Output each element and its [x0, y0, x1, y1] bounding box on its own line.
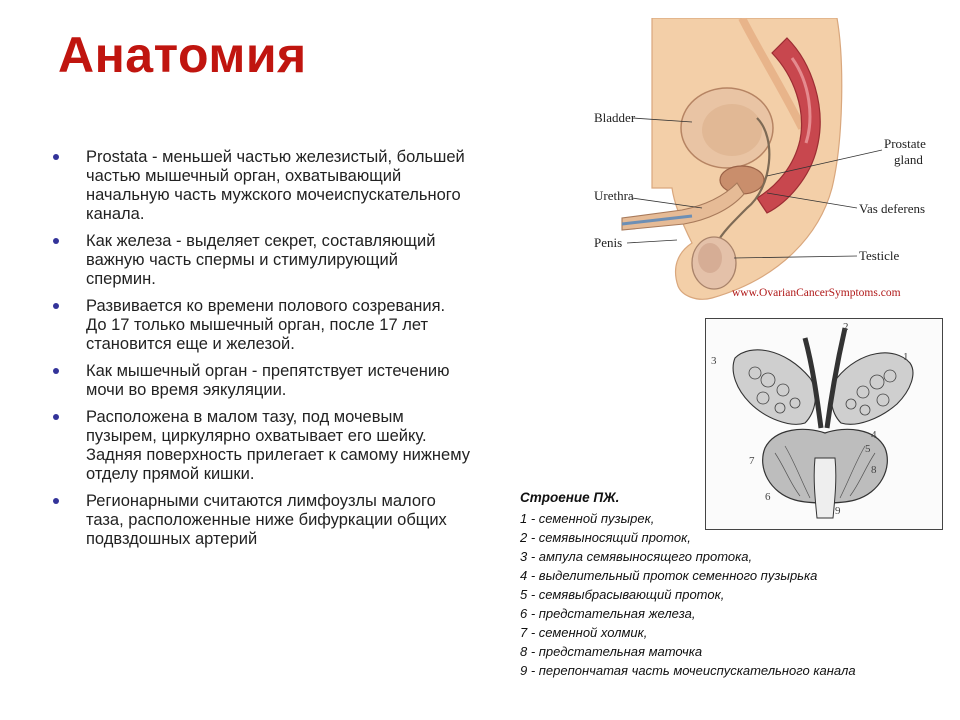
- testicle-label: Testicle: [859, 248, 900, 263]
- prostate-gland: [720, 166, 764, 194]
- slide-title: Анатомия: [58, 27, 307, 83]
- bullet-item: [50, 362, 470, 400]
- label-9: 9: [835, 505, 841, 517]
- bullet-item: [50, 232, 470, 289]
- bullet-text: Регионарными считаются лимфоузлы малого таза, расположенные ниже бифуркации общих подвздошных артерий: [86, 492, 447, 548]
- label-2: 2: [843, 321, 849, 333]
- caption-item: 8 - предстательная маточка: [520, 644, 703, 659]
- caption-item: 5 - семявыбрасывающий проток,: [520, 587, 725, 602]
- label-4: 4: [871, 429, 877, 441]
- caption-item: 2 - семявыносящий проток,: [520, 530, 691, 545]
- bullet-dot-icon: [53, 498, 59, 504]
- figure-caption: [520, 490, 950, 680]
- label-6: 6: [765, 491, 771, 503]
- caption-item: 9 - перепончатая часть мочеиспускательного канала: [520, 663, 856, 678]
- bullet-item: [50, 297, 470, 354]
- bullet-item: [50, 492, 470, 549]
- prostate-label-line2: gland: [894, 152, 923, 167]
- sagittal-anatomy-illustration: [582, 18, 960, 304]
- bullet-item: [50, 148, 470, 224]
- vas-deferens-label: Vas deferens: [859, 201, 926, 216]
- caption-item: 7 - семенной холмик,: [520, 625, 648, 640]
- label-1: 1: [903, 351, 909, 363]
- caption-title: Строение ПЖ.: [520, 490, 620, 505]
- caption-item: 6 - предстательная железа,: [520, 606, 696, 621]
- bullet-text: Расположена в малом тазу, под мочевым пузырем, циркулярно охватывает его шейку. Задняя поверхность прилегает к самому нижнему отделу прямой кишки.: [86, 408, 471, 483]
- watermark-text: www.OvarianCancerSymptoms.com: [732, 287, 901, 299]
- caption-item: 3 - ампула семявыносящего протока,: [520, 549, 753, 564]
- bullet-text: Развивается ко времени полового созревания. До 17 только мышечный орган, после 17 лет становится еще и железой.: [86, 297, 446, 353]
- testicle-inner: [698, 243, 722, 273]
- bullet-text: Как железа - выделяет секрет, составляющий важную часть спермы и стимулирующий спермин.: [86, 232, 436, 288]
- prostate-label: Prostate: [884, 136, 926, 151]
- bullet-text: Prostata - меньшей частью железистый, большей частью мышечный орган, охватывающий начальную часть мужского мочеиспускательного канала.: [86, 148, 465, 223]
- caption-item: 1 - семенной пузырек,: [520, 511, 655, 526]
- bullet-dot-icon: [53, 154, 59, 160]
- label-7: 7: [749, 455, 755, 467]
- penis-leader-line: [627, 240, 677, 243]
- bullet-dot-icon: [53, 368, 59, 374]
- label-3: 3: [711, 355, 717, 367]
- bladder-label: Bladder: [594, 110, 636, 125]
- bladder-inner: [702, 104, 762, 156]
- bullet-text: Как мышечный орган - препятствует истечению мочи во время эякуляции.: [86, 362, 450, 399]
- label-5: 5: [865, 443, 871, 455]
- bullet-dot-icon: [53, 303, 59, 309]
- bullet-list: [50, 148, 470, 557]
- bullet-dot-icon: [53, 414, 59, 420]
- label-8: 8: [871, 464, 877, 476]
- penis-label: Penis: [594, 235, 623, 250]
- urethra-label: Urethra: [594, 188, 634, 203]
- bullet-dot-icon: [53, 238, 59, 244]
- caption-item: 4 - выделительный проток семенного пузырька: [520, 568, 818, 583]
- bullet-item: [50, 408, 470, 484]
